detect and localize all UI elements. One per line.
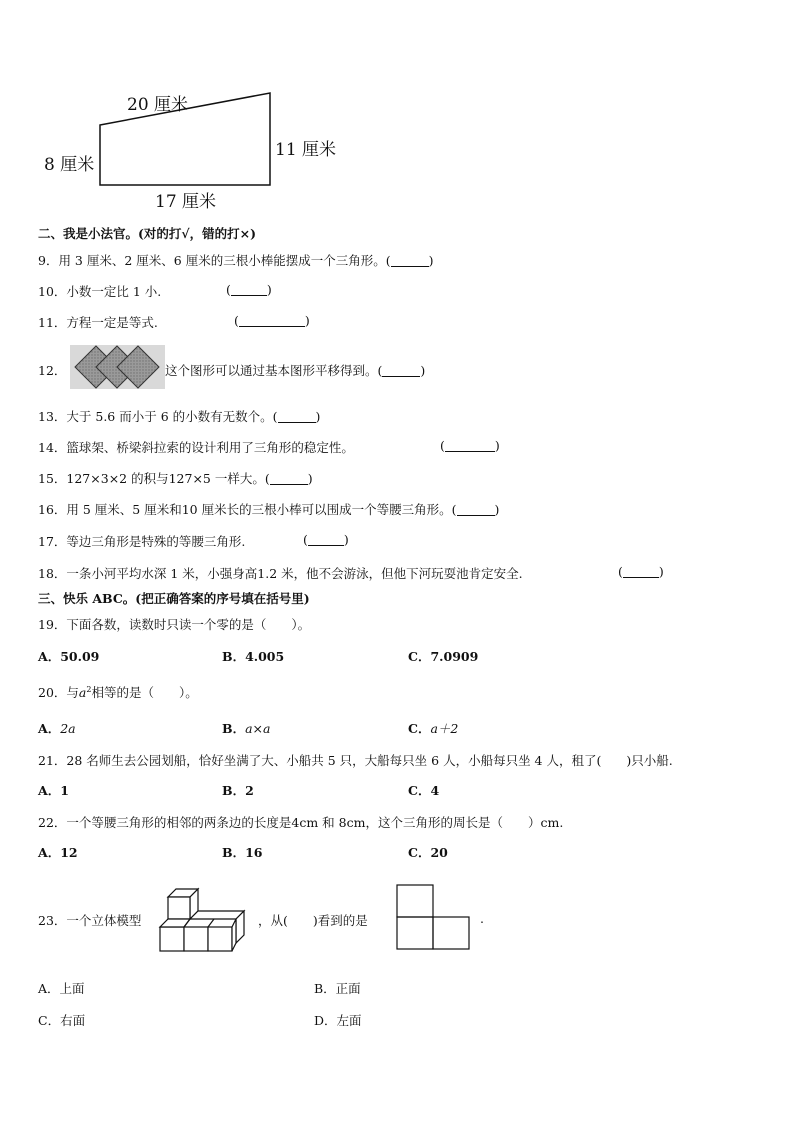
- question-11: 11．方程一定是等式.: [38, 315, 158, 330]
- q19-option-b[interactable]: B．4.005: [222, 649, 285, 664]
- answer-blank-14[interactable]: ( ): [440, 438, 500, 453]
- q20-option-c[interactable]: C．a＋2: [408, 721, 459, 736]
- question-13: 13．大于 5.6 而小于 6 的小数有无数个。( ): [38, 409, 321, 424]
- question-12: 这个图形可以通过基本图形平移得到。( ): [165, 363, 426, 378]
- answer-blank-17[interactable]: ( ): [303, 532, 349, 547]
- q23-option-b[interactable]: B．正面: [314, 981, 361, 996]
- question-10: 10．小数一定比 1 小.: [38, 284, 162, 299]
- section3-title: 三、快乐 ABC。(把正确答案的序号填在括号里): [38, 591, 310, 606]
- q19-option-c[interactable]: C．7.0909: [408, 649, 479, 664]
- answer-blank-18[interactable]: ( ): [618, 564, 664, 579]
- question-23-middle: ，从( )看到的是: [258, 913, 368, 928]
- trapezoid-top-label: 20 厘米: [127, 95, 189, 115]
- q22-option-c[interactable]: C．20: [408, 845, 448, 860]
- question-18: 18．一条小河平均水深 1 米，小强身高1.2 米，他不会游泳，但他下河玩耍池肯定安全.: [38, 566, 523, 581]
- trapezoid-left-label: 8 厘米: [44, 155, 95, 175]
- question-12-number: 12．: [38, 363, 67, 378]
- q22-option-b[interactable]: B．16: [222, 845, 263, 860]
- q23-option-c[interactable]: C．右面: [38, 1013, 86, 1028]
- q20-option-b[interactable]: B．a×a: [222, 721, 271, 736]
- trapezoid-bottom-label: 17 厘米: [155, 192, 217, 212]
- q19-option-a[interactable]: A．50.09: [38, 649, 100, 664]
- q21-option-a[interactable]: A．1: [38, 783, 69, 798]
- question-16: 16．用 5 厘米、5 厘米和10 厘米长的三根小棒可以围成一个等腰三角形。( ): [38, 502, 500, 517]
- question-19: 19．下面各数，读数时只读一个零的是（ ）。: [38, 617, 311, 632]
- question-23-prefix: 23．一个立体模型: [38, 913, 142, 928]
- question-21: 21．28 名师生去公园划船，恰好坐满了大、小船共 5 只，大船每只坐 6 人，小船每只坐 4 人，租了( )只小船.: [38, 753, 673, 768]
- question-14: 14．篮球架、桥梁斜拉索的设计利用了三角形的稳定性。: [38, 440, 354, 455]
- question-20: 20．与$a^2$相等的是（ ）。: [38, 684, 198, 700]
- question-9: 9．用 3 厘米、2 厘米、6 厘米的三根小棒能摆成一个三角形。( ): [38, 253, 434, 268]
- question-23-suffix: .: [480, 911, 484, 926]
- question-15: 15．127×3×2 的积与127×5 一样大。( ): [38, 471, 313, 486]
- q20-option-a[interactable]: A．2a: [38, 721, 76, 736]
- section2-title: 二、我是小法官。(对的打√，错的打×): [38, 226, 257, 241]
- view-shape-figure: [395, 883, 471, 951]
- q23-option-a[interactable]: A．上面: [38, 981, 85, 996]
- answer-blank-11[interactable]: ( ): [234, 313, 310, 328]
- question-17: 17．等边三角形是特殊的等腰三角形.: [38, 534, 246, 549]
- q21-option-b[interactable]: B．2: [222, 783, 254, 798]
- q23-option-d[interactable]: D．左面: [314, 1013, 362, 1028]
- cube-model-figure: [158, 885, 248, 953]
- answer-blank-10[interactable]: ( ): [226, 282, 272, 297]
- q21-option-c[interactable]: C．4: [408, 783, 440, 798]
- rhombus-pattern-figure: [70, 345, 165, 389]
- q22-option-a[interactable]: A．12: [38, 845, 78, 860]
- question-22: 22．一个等腰三角形的相邻的两条边的长度是4cm 和 8cm，这个三角形的周长是（ ）cm.: [38, 815, 564, 830]
- trapezoid-right-label: 11 厘米: [275, 140, 337, 160]
